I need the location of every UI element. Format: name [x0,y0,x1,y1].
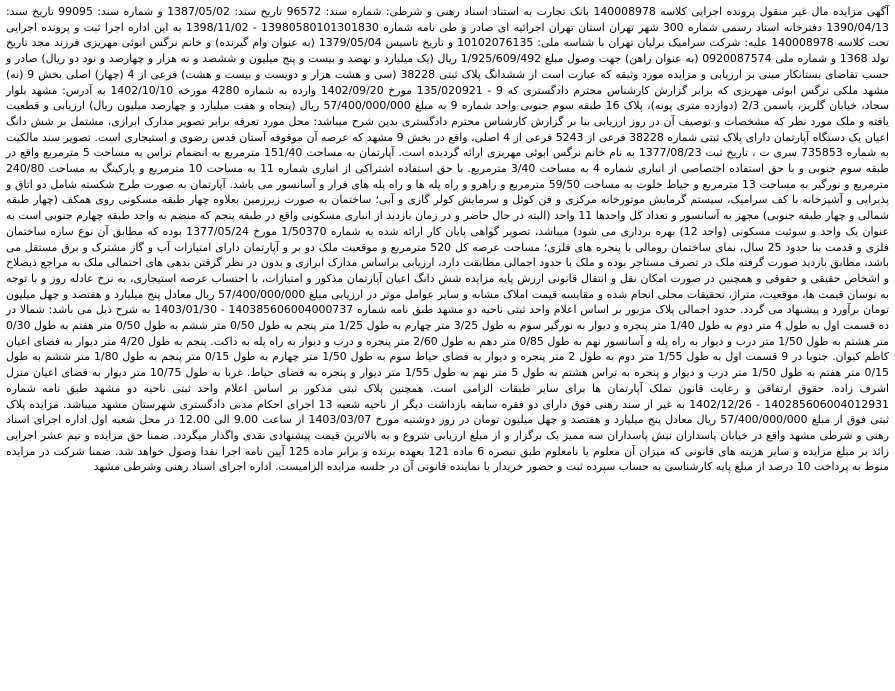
auction-notice-text: آگهی مزایده مال غیر منقول پرونده اجرایی کلاسه 140008978 بانک تجارت به استناد اسناد رهنی و شرطی: شماره سند: 96572 تاریخ سند: 1387/05/02 و شماره سند: 99095 تاریخ سند: 1390/04/13 دفترخانه اسناد رسمی شماره 300 شهر تهران استان تهران اجرائیه ای صادر و طی نامه شماره 13980580101301830 - 1398/11/02 به این اداره اجرا ثبت و پرونده اجرایی تحت کلاسه 140008978 علیه: شرکت سرامیک برلیان تهران با شناسه ملی: 10102076135 و تاریخ تاسیس 1379/05/04 (به عنوان وام گیرنده) و خانم نرگس ابوئی مهریزی فرزند مجد تاریخ تولد 1368 و شماره ملی 0920087574 (به عنوان راهن) جهت وصول مبلغ 1/925/609/492 ریال (یک میلیارد و نهصد و بیست و پنج میلیون و ششصد و نه هزار و چهارصد و نود دو ریال) صادر و حسب تقاضای بستانکار مبنی بر ارزیابی و مزایده مورد وثیقه که عبارت است از ششدانگ پلاک ثبتی 38228 (سی و هشت هزار و دویست و بیست و هشت) فرعی از 4 (چهار) اصلی بخش 9 (نه) مشهد ملکی نرگس ابوئی مهریزی که برابر گزارش کارشناس محترم دادگستری که 9 - 135/020921 مورخ 1402/09/20 وارده به شماره 4280 مورخه 1402/10/10 به آدرس: مشهد بلوار سجاد، خیابان گلریز، یاسمن 2/3 (دوازده متری پونه)، پلاک 16 طبقه سوم جنوبی واحد شماره 9 به مبلغ 57/400/000/000 ریال (پنجاه و هفت میلیارد و چهارصد میلیون ریال) ارزیابی و قطعیت یافته و ملک مورد نظر که مشخصات و توصیف آن در روز ارزیابی بنا بر گزارش کارشناس محترم دادگستری بدین شرح میباشد: محل مورد تعرفه برابر تصویر مدارک ابرازی، مشتمل بر شش دانگ اعیان یک دستگاه آپارتمان دارای پلاک ثبتی شماره 38228 فرعی از 5243 فرعی از 4 اصلی، واقع در بخش 9 مشهد که عرصه آن موقوفه آستان قدس رضوی و استیجاری است. تصویر سند مالکیت به شماره 735853 سری ت ، تاریخ ثبت 1377/08/23 به نام خانم نرگس ابوئی مهریزی ارائه گردیده است. آپارتمان به مساحت 151/40 مترمربع به انضمام تراس به مساحت 5 مترمربع واقع در طبقه سوم جنوبی و با حق استفاده اختصاصی از انباری شماره 4 به مساحت 3/40 مترمربع. با حق استفاده اشتراکی از انباری شماره 11 به مساحت 10 مترمربع و پارکینگ به مساحت 240/80 مترمربع و نورگیر به مساحت 13 مترمربع و حیاط خلوت به مساحت 59/50 مترمربع و راهرو و راه پله ها و راه پله های فرار و آسانسور می باشد. آپارتمان به صورت طرح شکسته شامل دو اتاق و پذیرایی و آشپزخانه با کف سرامیک، سیستم گرمایش موتورخانه مرکزی و فن کوئل و سرمایش کولر گازی و آبی؛ ساختمان به صورت زیرزمین بعلاوه چهار طبقه مسکونی روی همکف (چهار طبقه شمالی و چهار طبقه جنوبی) مجهز به آسانسور و تعداد کل واحدها 11 واحد (البته در حال حاضر و در زمان بازدید از انباری مسکونی واقع در طبقه پنجم که منضم به واحد طبقه چهارم جنوبی است به عنوان یک واحد و سوئیت مسکونی (واحد 12) بهره برداری می شود) میباشد، تصویر گواهی پایان کار ارائه شده به شماره 1/50370 مورخ 1377/05/24 بوده که مطابق آن نوع سازه ساختمان فلزی و قدمت بنا حدود 25 سال، نمای ساختمان رومالی با پنجره های فلزی؛ مساحت عرصه کل 520 مترمربع و موقعیت ملک دو بر و آپارتمان دارای امتیازات آب و گاز مشترک و برق مستقل می باشد، مطابق بازدید صورت گرفته ملک در تصرف مستاجر بوده و ملک با حدود اجمالی مطابقت دارد، ارزیابی براساس مدارک ابرازی و بدون در نظر گرفتن بدهی های احتمالی ملک به مراجع ذیصلاح و اشخاص حقیقی و حقوقی و همچنین در صورت امکان نقل و انتقال قانونی ارزش پایه مزایده شش دانگ اعیان آپارتمان مذکور و امتیازات، با احتساب عرصه استیجاری، به نرخ عادله روز و با توجه به نوسان قیمت ها، موقعیت، متراژ، تحقیقات محلی انجام شده و مقایسه قیمت املاک مشابه و سایر عوامل موثر در ارزیابی مبلغ 57/400/000/000 ریال معادل پنج میلیارد و هفتصد و چهل میلیون تومان برآورد و پیشنهاد می گردد. حدود اجمالی پلاک مزبور بر اساس اعلام واحد ثبتی ناحیه دو مشهد طبق نامه شماره 140385606004000737 - 1403/01/30 به شرح ذیل می باشد: شمالا در ده قسمت اول به طول 4 متر دوم به طول 1/40 متر پنجره و دیوار به نورگیر سوم به طول 3/25 متر چهارم به طول 1/25 متر پنجم به طول 0/50 متر ششم به طول 0/50 متر هفتم به طول 0/30 متر هشتم به طول 1/50 متر درب و دیوار به راه پله و آسانسور نهم به طول 0/85 متر دهم به طول 2/60 متر پنجره و درب و دیوار به راه پله به داکت. پنجم به طول 4/20 متر دیوار به فضای اعیان کاظم کیوان. جنوبا در 9 قسمت اول به طول 1/55 متر دوم به طول 2 متر پنجره و دیوار به فضای حیاط سوم به طول 1/50 متر چهارم به طول 0/15 متر پنجم به طول 1/80 متر ششم به طول 0/15 متر هفتم به طول 1/50 متر درب و دیوار و پنجره به تراس هشتم به طول 5 متر نهم به طول 1/55 متر دیوار و پنجره به فضای حیاط. غربا به طول 10/75 متر دیوار به فضای اعیان منزل اشرف زاده. حقوق ارتفاقی و رعایت قانون تملک آپارتمان ها برای سایر طبقات الزامی است. همچنین پلاک ثبتی مذکور بر اساس اعلام واحد ثبتی ناحیه دو مشهد طبق نامه شماره 140285606004012931 - 1402/12/26 به غیر از سند رهنی فوق دارای دو فقره سابقه بازداشت دیگر از ناحیه شعبه 13 اجرای احکام مدنی دادگستری شهرستان مشهد میباشد. مزایده پلاک ثبتی فوق از مبلغ 57/400/000/000 ریال معادل پنج میلیارد و هفتصد و چهل میلیون تومان در روز دوشنبه مورخ 1403/03/07 از ساعت 9.00 الی 12.00 در محل شعبه اول اداره اجرای اسناد رهنی و شرطی مشهد واقع در خیابان پاسداران نبش پاسداران سه ممیز یک برگزار و از مبلغ ارزیابی شروع و به بالاترین قیمت پیشنهادی نقدی واگذار میگردد. ضمنا حق مزایده و نیم عشر اجرایی زائد بر مبلغ مزایده و سایر هزینه های قانونی که میزان آن معلوم یا نامعلوم طبق تبصره 6 ماده 121 بعهده برنده و برابر ماده 125 آیین نامه اجرا نقدا وصول خواهد شد. ضمنا شرکت در مزایده منوط به پرداخت 10 درصد از مبلغ پایه کارشناسی به حساب سپرده ثبت و حضور خریدار یا نماینده قانونی آن در جلسه مزایده الزامیست. اداره اجرای اسناد رهنی وشرطی مشهد [6,5,890,474]
